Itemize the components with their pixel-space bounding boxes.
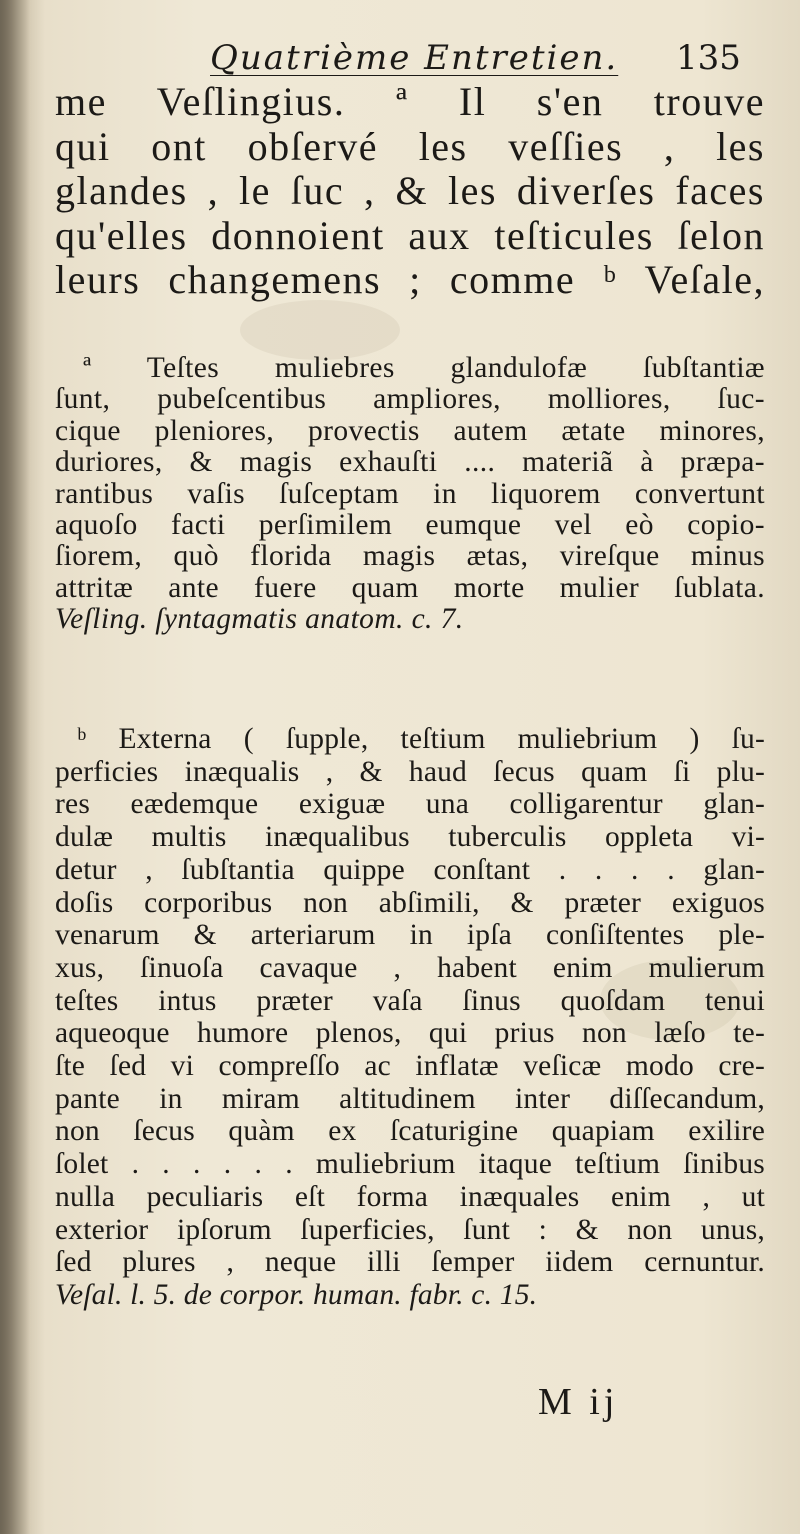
footnote-b-line: ſte ſed vi compreſſo ac inflatæ veſicæ modo cre- <box>55 1050 765 1083</box>
footnote-b-citation: Veſal. l. 5. de corpor. human. fabr. c. 15. <box>55 1278 538 1311</box>
footnote-b-line: ᵇ Externa ( ſupple, teſtium muliebrium ) ſu- <box>77 723 765 755</box>
footnote-b-line: dulæ multis inæqualibus tuberculis oppleta vi- <box>55 821 765 854</box>
footnote-b-line: non ſecus quàm ex ſcaturigine quapiam exilire <box>55 1115 765 1148</box>
running-title: Quatrième Entretien. <box>210 38 619 78</box>
signature-mark: M ij <box>538 1381 619 1423</box>
main-text-line: qu'elles donnoient aux teſticules ſelon <box>55 212 765 258</box>
footnote-b-line: xus, ſinuoſa cavaque , habent enim mulierum <box>55 951 765 984</box>
footnote-b-line: nulla peculiaris eſt forma inæquales enim , ut <box>55 1180 765 1213</box>
gutter-shadow <box>0 0 30 1534</box>
footnote-b-line: ſolet . . . . . . muliebrium itaque teſtium ſinibus <box>55 1148 765 1181</box>
main-text-line: glandes , le ſuc , & les diverſes faces <box>55 168 765 213</box>
footnote-a-citation: Veſling. ſyntagmatis anatom. c. 7. <box>55 603 464 636</box>
main-text-line: leurs changemens ; comme ᵇ Veſale, <box>55 257 765 302</box>
main-text <box>55 80 765 303</box>
footnote-b-line: exterior ipſorum ſuperficies, ſunt : & non unus, <box>55 1213 765 1246</box>
footnote-b-line: teſtes intus præter vaſa ſinus quoſdam tenui <box>55 984 765 1017</box>
footnote-a-line: cique pleniores, provectis autem ætate minores, <box>55 414 765 447</box>
footnote-b-line: aqueoque humore plenos, qui prius non læſo te- <box>55 1017 765 1050</box>
footnote-a-line: ª Teſtes muliebres glandulofæ ſubſtantiæ <box>83 352 765 384</box>
footnote-b-line: res eædemque exiguæ una colligarentur glan- <box>55 788 765 821</box>
footnote-b-line: detur , ſubſtantia quippe conſtant . . . . glan- <box>55 853 765 886</box>
footnote-a-line: ſiorem, quò florida magis ætas, vireſque minus <box>55 540 765 573</box>
main-text-line: qui ont obſervé les veſſies , les <box>55 123 765 169</box>
footnote-b-line: ſed plures , neque illi ſemper iidem cernuntur. <box>55 1246 765 1279</box>
footnote-a-line: rantibus vaſis ſuſceptam in liquorem convertunt <box>55 477 765 510</box>
footnote-a <box>55 353 765 636</box>
footnote-b-line: doſis corporibus non abſimili, & præter exiguos <box>55 886 765 919</box>
footnote-a-line: duriores, & magis exhauſti .... materiã à præpa- <box>55 446 765 479</box>
footnote-a-line: attritæ ante fuere quam morte mulier ſublata. <box>55 571 765 604</box>
page-number: 135 <box>676 38 741 78</box>
footnote-b <box>55 723 765 1312</box>
footnote-b-line: pante in miram altitudinem inter diſſecandum, <box>55 1082 765 1115</box>
paper-stain <box>240 300 400 360</box>
main-text-line: me Veſlingius. ª Il s'en trouve <box>55 79 765 124</box>
footnote-a-line: ſunt, pubeſcentibus ampliores, molliores, ſuc- <box>55 383 765 416</box>
footnote-b-line: venarum & arteriarum in ipſa conſiſtentes ple- <box>55 919 765 952</box>
footnote-a-line: aquoſo facti perſimilem eumque vel eò copio- <box>55 509 765 542</box>
footnote-b-line: perficies inæqualis , & haud ſecus quam ſi plu- <box>55 755 765 788</box>
